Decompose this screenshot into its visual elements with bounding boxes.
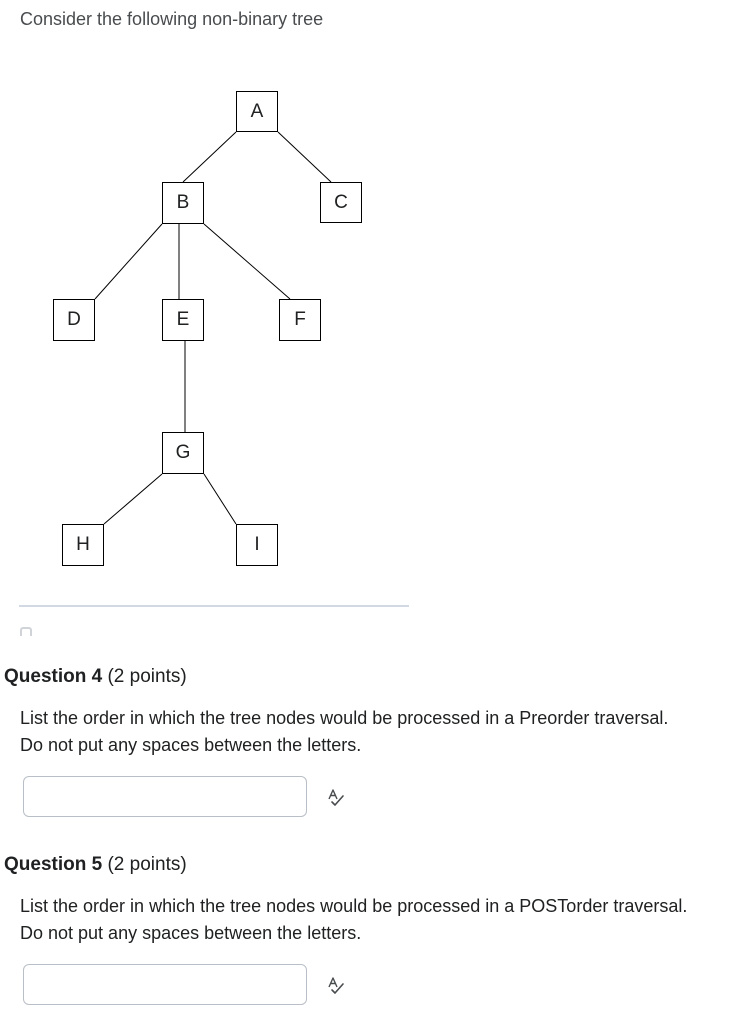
edge-g-i [204, 474, 236, 524]
edge-g-h [104, 474, 162, 524]
checkbox-icon[interactable] [20, 627, 32, 636]
tree-node-c: C [320, 182, 362, 223]
edge-a-c [278, 132, 331, 182]
tree-node-h: H [62, 524, 104, 566]
question-4-prompt [20, 705, 745, 759]
spellcheck-icon[interactable] [326, 787, 346, 807]
tree-node-e: E [162, 299, 204, 341]
edge-b-d [95, 224, 162, 299]
question-4-number: Question 4 [4, 666, 103, 687]
question-5-number: Question 5 [4, 854, 103, 875]
question-5-prompt [20, 893, 745, 947]
spellcheck-icon[interactable] [326, 975, 346, 995]
edge-b-f [204, 224, 290, 299]
tree-node-b: B [162, 182, 204, 224]
tree-node-g: G [162, 432, 204, 474]
edge-a-b [183, 132, 236, 182]
question-4-title [4, 666, 187, 688]
tree-node-i: I [236, 524, 278, 566]
tree-node-a: A [236, 91, 278, 132]
section-divider [19, 605, 409, 607]
question-5-answer-input[interactable] [23, 964, 307, 1005]
question-5-points: (2 points) [107, 854, 187, 875]
tree-node-f: F [279, 299, 321, 341]
question-5-line-1: List the order in which the tree nodes would be processed in a POSTorder traversal. [20, 896, 688, 916]
tree-node-d: D [53, 299, 95, 341]
question-4-points: (2 points) [107, 666, 187, 687]
intro-text: Consider the following non-binary tree [20, 9, 324, 29]
partially-hidden-row [20, 624, 280, 636]
question-5-title [4, 854, 187, 876]
question-5-line-2: Do not put any spaces between the letters. [20, 923, 362, 943]
question-4-line-2: Do not put any spaces between the letters. [20, 735, 362, 755]
question-4-line-1: List the order in which the tree nodes would be processed in a Preorder traversal. [20, 708, 669, 728]
question-4-answer-input[interactable] [23, 776, 307, 817]
